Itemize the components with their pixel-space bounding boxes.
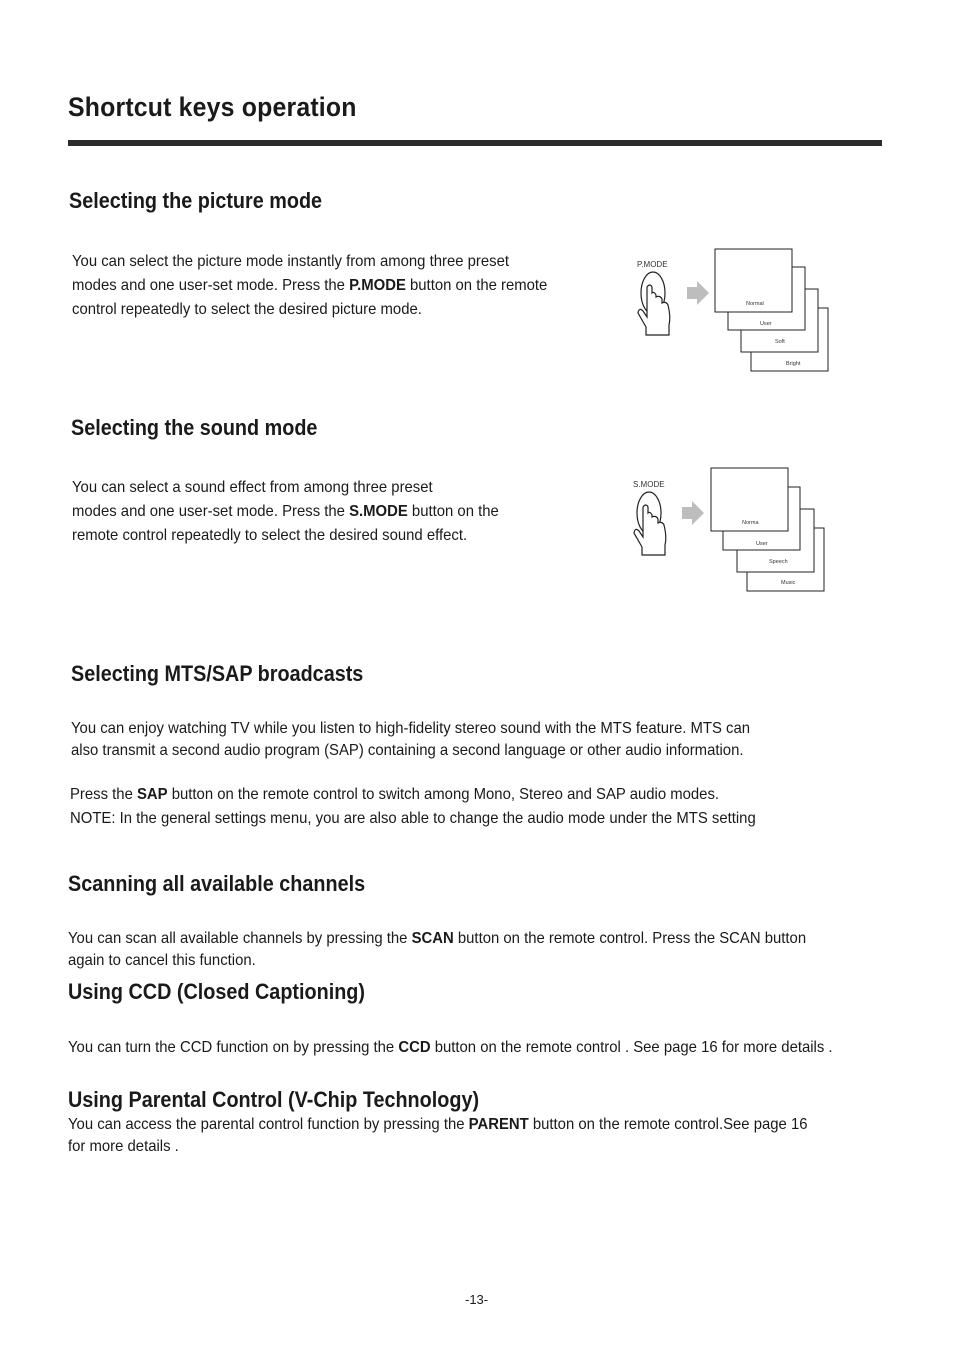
page-title: Shortcut keys operation [68, 92, 357, 122]
picture-mode-diagram [625, 245, 835, 375]
mode-card-label: Bright [786, 361, 801, 367]
text-line: remote control repeatedly to select the desired sound effect. [72, 527, 468, 544]
mode-cards [715, 249, 828, 371]
title-rule [68, 140, 882, 146]
ccd-key: CCD [398, 1039, 431, 1056]
mts-sap-text [71, 718, 750, 762]
text-line: modes and one user-set mode. Press the S.MODE button on the [72, 503, 499, 520]
text-line: You can scan all available channels by pressing the SCAN button on the remote control. Press the SCAN button [68, 930, 807, 947]
mts-sap-heading: Selecting MTS/SAP broadcasts [71, 661, 364, 686]
mode-card-label: User [760, 321, 772, 327]
parental-text [68, 1114, 807, 1158]
text-line: You can select a sound effect from among three preset [72, 479, 433, 496]
ccd-heading: Using CCD (Closed Captioning) [68, 979, 365, 1004]
sap-key: SAP [136, 786, 168, 803]
mode-card-label: Speech [769, 559, 788, 565]
sound-mode-diagram [622, 465, 832, 595]
arrow-right-icon [687, 281, 709, 305]
text-line: also transmit a second audio program (SAP) containing a second language or other audio information. [71, 742, 744, 759]
smode-key: S.MODE [349, 503, 408, 520]
parent-key: PARENT [468, 1116, 529, 1133]
pmode-key: P.MODE [349, 277, 406, 294]
text-line: You can select the picture mode instantly from among three preset [72, 253, 509, 270]
mts-note: NOTE: In the general settings menu, you are also able to change the audio mode under the MTS setting [70, 810, 756, 827]
pmode-button-label: P.MODE [637, 260, 668, 269]
picture-mode-heading: Selecting the picture mode [69, 188, 323, 213]
smode-button-label: S.MODE [633, 480, 665, 489]
mode-card-label: Music [781, 580, 796, 586]
mode-card-label: Norma [742, 520, 759, 526]
mode-card-label: Soft [775, 339, 785, 345]
text-line: You can enjoy watching TV while you listen to high-fidelity stereo sound with the MTS feature. MTS can [71, 720, 751, 737]
text-line: You can access the parental control function by pressing the PARENT button on the remote control.See page 16 [68, 1116, 808, 1133]
hand-press-icon [634, 492, 666, 555]
hand-press-icon [638, 272, 670, 335]
text-line: again to cancel this function. [68, 952, 256, 969]
sound-mode-heading: Selecting the sound mode [71, 415, 318, 440]
ccd-text [68, 1036, 833, 1060]
text-line: You can turn the CCD function on by pressing the CCD button on the remote control . See page 16 for more details . [68, 1039, 833, 1056]
parental-heading: Using Parental Control (V-Chip Technology) [68, 1087, 480, 1112]
text-line: Press the SAP button on the remote control to switch among Mono, Stereo and SAP audio modes. [70, 786, 720, 803]
scan-heading: Scanning all available channels [68, 871, 366, 896]
mode-cards [711, 468, 824, 591]
sound-mode-text [72, 476, 499, 548]
text-line: control repeatedly to select the desired picture mode. [72, 301, 422, 318]
scan-text [68, 928, 806, 972]
text-line: for more details . [68, 1138, 179, 1155]
page-number: -13- [465, 1292, 489, 1307]
scan-key: SCAN [411, 930, 454, 947]
mode-card-label: User [756, 541, 768, 547]
arrow-right-icon [682, 501, 704, 525]
mode-card-label: Normal [746, 301, 764, 307]
mts-sap-press-text [70, 783, 756, 831]
text-line: modes and one user-set mode. Press the P.MODE button on the remote [72, 277, 548, 294]
picture-mode-text [72, 250, 547, 322]
